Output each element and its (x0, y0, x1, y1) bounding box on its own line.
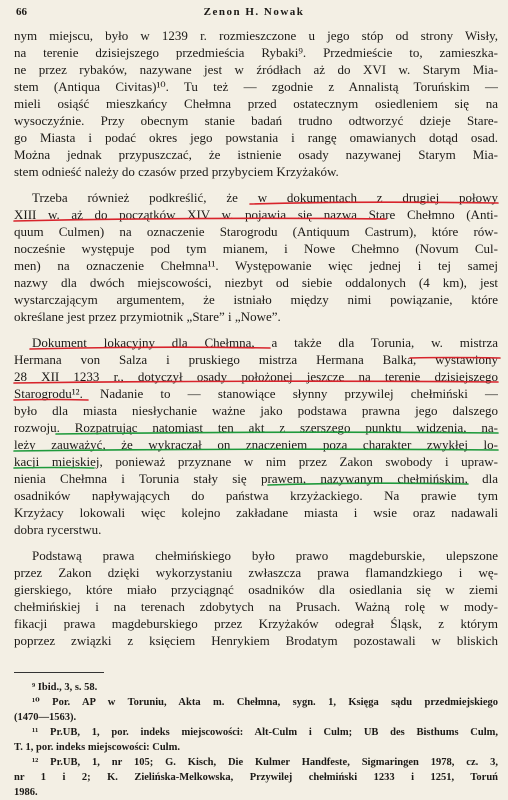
footnote-line: ¹⁰ Por. AP w Toruniu, Akta m. Chełmna, sygn. 1, Księga sądu przedmiejskiego (32, 697, 498, 708)
text-line: gierskiego, które miało przyciągnąć osadników dla osiedlania się w ziemi (14, 582, 498, 597)
text-line: osadników napływających do państwa krzyżackiego. Na prawie tym (14, 488, 498, 503)
footnote-line: ⁹ Ibid., 3, s. 58. (32, 682, 98, 693)
text-line: Hermana von Salza i pruskiego mistrza Hermana Balka, wystawiony (14, 352, 498, 367)
page-header (10, 6, 498, 22)
text-line: mieli osiąść mieszkańcy Chełmna przed ostatecznym osiedleniem się na (14, 96, 498, 111)
text-line: dobra rycerstwu. (14, 522, 102, 537)
text-line: go Miasta i podać okres jego powstania i rangę omawianych dotąd osad. (14, 130, 498, 145)
text-line: wystarczającym argumentem, że istniało między nimi powiązanie, które (14, 292, 498, 307)
text-line: Krzyżacy lokowali więc kolejno zakładane miasta i wsie oraz nadawali (14, 505, 498, 520)
text-line: poprzez związki z księciem Henrykiem Brodatym pozostawali w bliskich (14, 633, 498, 648)
text-line: Można jednak przypuszczać, że istnienie osady nazywanej Starym Mia- (14, 147, 498, 162)
footnote-line: ¹¹ Pr.UB, 1, por. indeks miejscowości: Alt-Culm i Culm; UB des Bisthums Culm, (32, 727, 498, 738)
text-line: było dla miasta niesłychanie ważne jako podstawa prawna jego dalszego (14, 403, 498, 418)
running-head: Zenon H. Nowak (203, 6, 305, 18)
footnote-line: ¹² Pr.UB, 1, nr 105; G. Kisch, Die Kulmer Handfeste, Sigmaringen 1978, cz. 3, (32, 757, 498, 768)
text-line: leży zauważyć, że wykraczał on znaczeniem poza charakter zwykłej lo- (14, 437, 498, 452)
text-line: nazwy dla dwóch miejscowości, niezbyt od siebie oddalonych (4 km), jest (14, 275, 498, 290)
text-line: nocześnie występuje pod tym mianem, i Nowe Chełmno (Novum Cul- (14, 241, 498, 256)
footnote-line: (1470—1563). (14, 712, 77, 723)
footnote-line: nr 1 i 2; K. Zielińska-Melkowska, Przywilej chełmiński 1233 i 1251, Toruń (14, 772, 498, 783)
footnote-line: 1986. (14, 787, 38, 798)
text-line: określane jest przez przymiotnik „Stare” i „Nowe”. (14, 309, 281, 324)
text-line: chełmińskiej i na terenach zdobytych na Prusach. Ważną rolę w mody- (14, 599, 498, 614)
text-line: fikacji prawa magdeburskiego przez Krzyżaków odegrał Śląsk, z którym (14, 616, 498, 631)
text-line: na terenie dzisiejszego przedmieścia Rybaki⁹. Przedmieście to, zamieszka- (14, 45, 498, 60)
text-line: men) na oznaczenie Chełmna¹¹. Występowanie więc jednej i tej samej (14, 258, 498, 273)
footnote-line: T. 1, por. indeks miejscowości: Culm. (14, 742, 180, 753)
text-line: Trzeba również podkreślić, że w dokumentach z drugiej połowy (32, 190, 498, 205)
text-line: quum Culmen) na oznaczenie Starogrodu (Antiquum Castrum), które rów- (14, 224, 498, 239)
text-line: nienia Chełmna i Torunia stały się prawem, nazywanym chełmińskim, dla (14, 471, 498, 486)
text-line: Starogrodu¹². Nadanie to — stanowiące słynny przywilej chełmiński — (14, 386, 498, 401)
text-line: Podstawą prawa chełmińskiego było prawo magdeburskie, ulepszone (32, 548, 498, 563)
text-line: wysoczyźnie. Przy obecnym stanie badań trudno odtworzyć dzieje Stare- (14, 113, 498, 128)
text-line: kacji miejskiej, ponieważ przyznane w nim przez Zakon swobody i upraw- (14, 454, 498, 469)
page-number: 66 (16, 6, 27, 18)
text-line: ne przez rybaków, nazywane jest w źródłach aż do XVI w. Starym Mia- (14, 62, 498, 77)
text-line: przez Zakon dzięki wykorzystaniu zwłaszcza prawa flamandzkiego i wę- (14, 565, 498, 580)
text-line: rozwoju. Rozpatrując natomiast ten akt z szerszego punktu widzenia, na- (14, 420, 498, 435)
text-line: 28 XII 1233 r., dotyczył osady położonej jeszcze na terenie dzisiejszego (14, 369, 498, 384)
text-line: nym miejscu, było w 1239 r. rozmieszczone u jego stóp od strony Wisły, (14, 28, 498, 43)
text-line: stem odnieść należy do czasów przed przybyciem Krzyżaków. (14, 164, 339, 179)
text-line: Dokument lokacyjny dla Chełmna, a także dla Torunia, w. mistrza (32, 335, 498, 350)
footnote-divider (14, 672, 104, 673)
text-line: stem (Antiqua Civitas)¹⁰. Tu też — zgodnie z Annalistą Toruńskim — (14, 79, 498, 94)
text-line: XIII w. aż do początków XIV w. pojawia się nazwa Stare Chełmno (Anti- (14, 207, 498, 222)
